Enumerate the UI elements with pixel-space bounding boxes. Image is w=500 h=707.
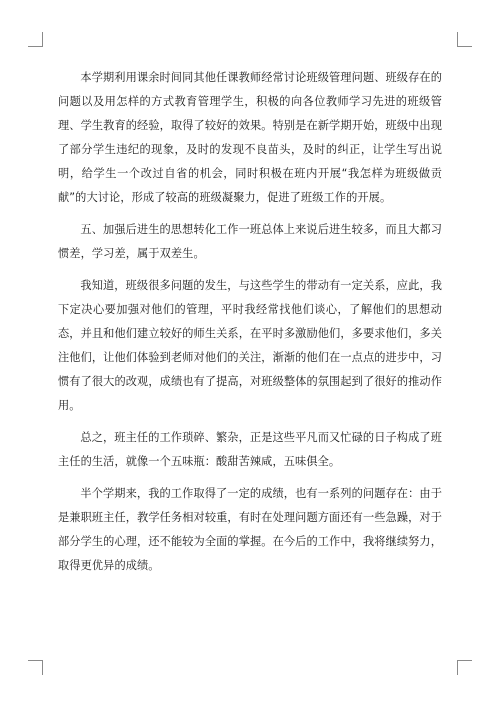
- paragraph-section-five-heading: 五、加强后进生的思想转化工作一班总体上来说后进生较多，而且大都习惯差，学习差，属于双差生。: [58, 223, 442, 260]
- page-corner-mark-bottom-left: [28, 660, 43, 675]
- page-corner-mark-top-right: [457, 32, 472, 47]
- page-corner-mark-bottom-right: [457, 660, 472, 675]
- paragraph-semester-review: 半个学期来，我的工作取得了一定的成绩，也有一系列的问题存在：由于是兼职班主任，教学任务相对较重，有时在处理问题方面还有一些急躁，对于部分学生的心理，还不能较为全面的掌握。在今后的工作中，我将继续努力，取得更优异的成绩。: [58, 487, 442, 572]
- paragraph-class-management: 本学期利用课余时间同其他任课教师经常讨论班级管理问题、班级存在的问题以及用怎样的方式教育管理学生，积极的向各位教师学习先进的班级管理、学生教育的经验，取得了较好的效果。特别是在新学期开始，班级中出现了部分学生违纪的现象，及时的发现不良苗头，及时的纠正，让学生写出说明，给学生一个改过自省的机会，同时积极在班内开展“我怎样为班级做贡献”的大讨论，形成了较高的班级凝聚力，促进了班级工作的开展。: [58, 71, 442, 204]
- document-body: [58, 66, 442, 586]
- page-corner-mark-top-left: [28, 32, 43, 47]
- paragraph-summary: 总之，班主任的工作琐碎、繁杂，正是这些平凡而又忙碌的日子构成了班主任的生活，就像一个五味瓶：酸甜苦辣咸，五味俱全。: [58, 431, 442, 468]
- paragraph-student-guidance: 我知道，班级很多问题的发生，与这些学生的带动有一定关系，应此，我下定决心要加强对他们的管理，平时我经常找他们谈心，了解他们的思想动态，并且和他们建立较好的师生关系，在平时多激励他们，多要求他们，多关注他们，让他们体验到老师对他们的关注，渐渐的他们在一点点的进步中，习惯有了很大的改观，成绩也有了提高，对班级整体的氛围起到了很好的推动作用。: [58, 279, 442, 412]
